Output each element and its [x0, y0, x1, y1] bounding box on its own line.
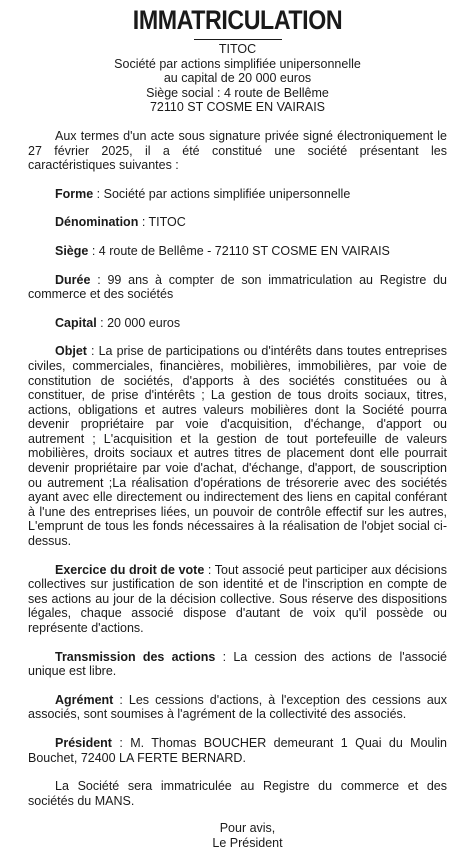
company-form: Société par actions simplifiée unipersonnelle: [114, 56, 361, 71]
field-agrement: [28, 693, 447, 722]
field-label: Exercice du droit de vote: [55, 562, 205, 577]
closing-paragraph: La Société sera immatriculée au Registre du commerce et des sociétés du MANS.: [28, 779, 447, 808]
field-value: : 4 route de Bellême - 72110 ST COSME EN VAIRAIS: [88, 243, 390, 258]
title-underline: [194, 39, 282, 40]
field-objet: [28, 344, 447, 548]
field-value: : TITOC: [138, 215, 186, 230]
field-label: Président: [55, 735, 112, 750]
company-name: TITOC: [218, 42, 257, 56]
field-forme: [28, 187, 447, 202]
field-label: Siège: [55, 243, 89, 258]
field-label: Capital: [55, 315, 97, 330]
field-value: : Société par actions simplifiée unipersonnelle: [93, 186, 351, 201]
company-header: [28, 42, 447, 115]
field-value: : M. Thomas BOUCHER demeurant 1 Quai du Moulin Bouchet, 72400 LA FERTE BERNARD.: [28, 735, 447, 765]
field-label: Dénomination: [55, 215, 139, 230]
field-duree: [28, 273, 447, 302]
company-city: 72110 ST COSME EN VAIRAIS: [149, 100, 326, 115]
intro-paragraph: Aux termes d'un acte sous signature privée signé électroniquement le 27 février 2025, il a été constitué une société présentant les caractéristiques suivantes :: [28, 128, 447, 173]
page-title: IMMATRICULATION: [132, 5, 343, 35]
field-value: : Les cessions d'actions, à l'exception des cessions aux associés, sont soumises à l'agrément de la collectivité des associés.: [28, 692, 447, 722]
field-value: : 99 ans à compter de son immatriculation au Registre du commerce et des sociétés: [28, 272, 447, 302]
company-seat: Siège social : 4 route de Bellême: [146, 85, 329, 100]
field-label: Transmission des actions: [55, 649, 216, 664]
field-value: : La prise de participations ou d'intérêts dans toutes entreprises civiles, commerciales, financières, mobilières, immobilières, par voie de constitution de sociétés, d'apports à des sociétés constituées ou à constituer, de prise d'intérêts ; La gestion de tous droits sociaux, titres, actions, obligations et autres valeurs mobilières dont la Société pourra devenir propriétaire par voie d'acquisition, d'échange, d'apport ou autrement ; L'acquisition et la gestion de tout portefeuille de valeurs mobilières, droits sociaux et autres titres de placement dont elle pourrait devenir propriétaire par voie d'achat, d'échange, d'apport, de souscription ou autrement ;La réalisation d'opérations de trésorerie avec des sociétés ayant avec elle directement ou indirectement des liens en capital conférant à l'une des entreprises liées, un pouvoir de contrôle effectif sur les autres, L'emprunt de tous les fonds nécessaires à la réalisation de l'objet social ci-dessus.: [28, 344, 447, 549]
field-label: Agrément: [55, 692, 114, 707]
field-transmission: [28, 650, 447, 679]
signature-block: [28, 821, 447, 850]
field-vote: [28, 563, 447, 636]
signature-line-2: Le Président: [212, 835, 283, 850]
signature-line-1: Pour avis,: [219, 821, 276, 836]
field-label: Objet: [55, 344, 87, 359]
field-siege: [28, 244, 447, 259]
field-label: Durée: [55, 272, 91, 287]
field-denomination: [28, 215, 447, 230]
field-value: : 20 000 euros: [96, 315, 181, 330]
field-value: : Tout associé peut participer aux décisions collectives sur justification de son identité et de l'inscription en compte de ses actions au jour de la décision collective. Sous réserve des dispositions légales, chaque associé dispose d'autant de voix qu'il possède ou représente d'actions.: [28, 562, 447, 635]
field-value: : La cession des actions de l'associé unique est libre.: [28, 649, 448, 679]
field-capital: [28, 316, 447, 331]
company-capital: au capital de 20 000 euros: [163, 71, 312, 86]
field-label: Forme: [55, 186, 94, 201]
